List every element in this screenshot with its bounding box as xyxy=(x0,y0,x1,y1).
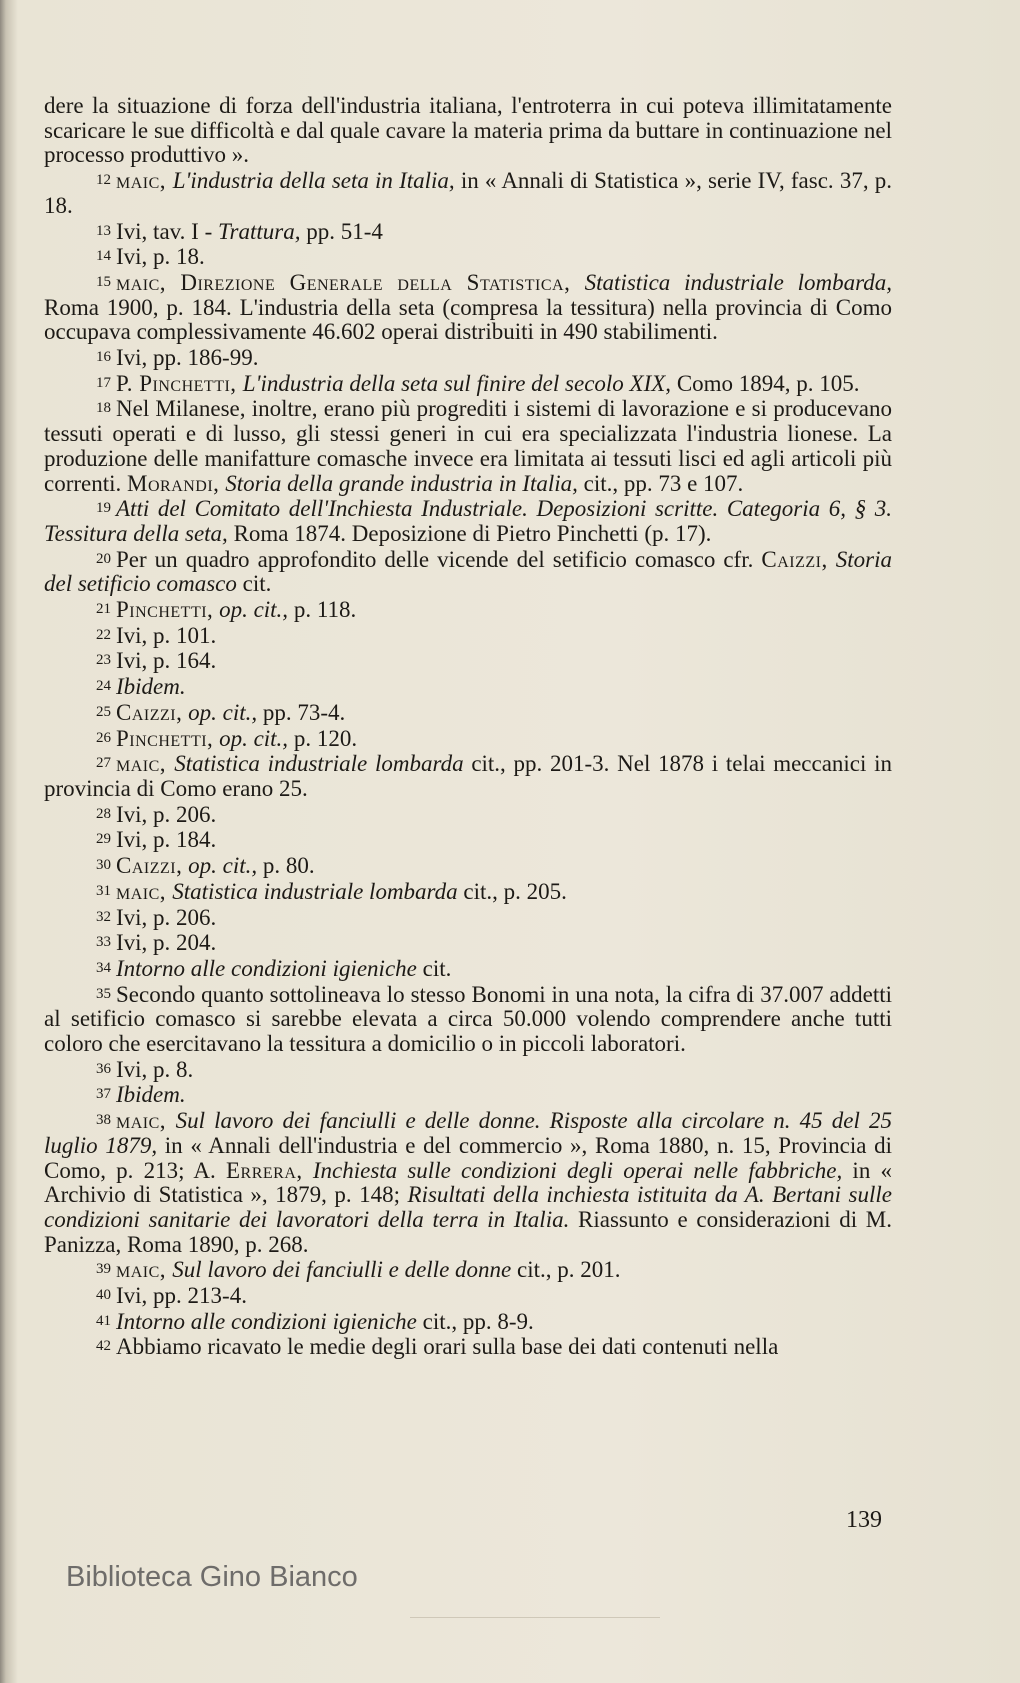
title-italic: op. cit., xyxy=(182,853,258,879)
citation: Ivi, p. 204. xyxy=(116,930,217,956)
note-number: 25 xyxy=(96,703,111,720)
footnote-25 xyxy=(44,700,892,726)
note-number: 13 xyxy=(96,222,111,239)
footnote-12 xyxy=(44,168,892,218)
title-italic: Sul lavoro dei fanciulli e delle donne xyxy=(172,1257,512,1283)
source-abbr: maic, xyxy=(116,878,173,904)
note-number: 33 xyxy=(96,934,111,951)
author: Pinchetti, xyxy=(116,725,214,751)
title-italic: Storia del setificio comasco xyxy=(44,546,892,597)
author: Pinchetti, xyxy=(116,597,214,623)
note-number: 22 xyxy=(96,626,111,643)
footnote-17 xyxy=(44,371,892,397)
footnote-27 xyxy=(44,751,892,801)
citation: Ivi, p. 206. xyxy=(116,904,217,930)
citation: cit., p. 201. xyxy=(511,1257,621,1283)
note-text: Per un quadro approfondito delle vicende del setificio comasco cfr. xyxy=(116,546,762,572)
note-number: 36 xyxy=(96,1060,111,1077)
footnote-42 xyxy=(44,1334,892,1360)
note-number: 18 xyxy=(96,400,111,417)
citation: p. 120. xyxy=(288,725,358,751)
title-italic: Storia della grande industria in Italia, xyxy=(219,470,578,496)
note-number: 40 xyxy=(96,1287,111,1304)
footnote-21 xyxy=(44,597,892,623)
author: Caizzi, xyxy=(761,546,828,572)
footnote-38 xyxy=(44,1108,892,1257)
note-number: 29 xyxy=(96,831,111,848)
title-italic: op. cit., xyxy=(213,597,289,623)
note-number: 24 xyxy=(96,678,111,695)
citation: Ivi, pp. 213-4. xyxy=(116,1283,247,1309)
note-number: 32 xyxy=(96,908,111,925)
note-number: 12 xyxy=(96,172,111,189)
citation: Ivi, p. 18. xyxy=(116,244,205,270)
citation: Ivi, p. 164. xyxy=(116,648,217,674)
note-number: 14 xyxy=(96,248,111,265)
note-number: 16 xyxy=(96,349,111,366)
note-number: 27 xyxy=(96,755,111,772)
citation: Riassunto e considerazioni di M. Panizza, Roma 1890, p. 268. xyxy=(44,1206,892,1257)
footnote-34 xyxy=(44,956,892,982)
citation: Ivi, p. 184. xyxy=(116,827,217,853)
title-italic: L'industria della seta sul finire del secolo XIX, xyxy=(242,370,672,396)
note-text: Secondo quanto sottolineava lo stesso Bonomi in una nota, la cifra di 37.007 addetti al setificio comasco si sarebbe elevata a circa 50.000 volendo comprendere anche tutti coloro che esercitavano la tessitura a domicilio o in piccoli laboratori. xyxy=(44,981,892,1057)
author: Errera, xyxy=(226,1157,303,1183)
footnote-15 xyxy=(44,270,892,345)
note-number: 34 xyxy=(96,959,111,976)
author: Morandi, xyxy=(127,470,220,496)
citation: in « Annali dell'industria e del commercio », Roma 1880, n. 15, Provincia di Como, p. 213; A. xyxy=(44,1132,892,1183)
source-abbr: maic, xyxy=(116,168,173,194)
citation: Ivi, p. 8. xyxy=(116,1056,194,1082)
note-number: 20 xyxy=(96,550,111,567)
citation: cit. xyxy=(236,571,272,597)
footnote-14 xyxy=(44,244,892,270)
footnote-23 xyxy=(44,648,892,674)
citation: in « Annali di Statistica », serie IV, fasc. 37, p. 18. xyxy=(44,168,892,218)
citation: Roma 1874. Deposizione di Pietro Pinchetti (p. 17). xyxy=(227,520,712,546)
title-italic: Intorno alle condizioni igieniche xyxy=(116,1308,417,1334)
author: P. Pinchetti, xyxy=(116,370,243,396)
footnote-16 xyxy=(44,345,892,371)
note-number: 19 xyxy=(96,500,111,517)
footnote-24 xyxy=(44,674,892,700)
citation: cit., pp. 8-9. xyxy=(416,1308,534,1334)
footnote-41 xyxy=(44,1309,892,1335)
footnote-13 xyxy=(44,219,892,245)
note-number: 30 xyxy=(96,857,111,874)
note-text: Abbiamo ricavato le medie degli orari sulla base dei dati contenuti nella xyxy=(116,1334,779,1360)
citation: in « Archivio di Statistica », 1879, p. 148; xyxy=(44,1157,893,1208)
note-text: Nel Milanese, inoltre, erano più progrediti i sistemi di lavorazione e si producevano tessuti operati e di lusso, gli stessi generi in cui era specializzata l'industria lionese. La produzione delle manifatture comasche invece era limitata ai tessuti lisci ed agli articoli più correnti. xyxy=(44,396,892,496)
source-abbr: maic, xyxy=(116,751,175,777)
footnote-18 xyxy=(44,396,892,496)
page-number: 139 xyxy=(846,1507,882,1533)
source-abbr: maic, xyxy=(116,1108,176,1134)
title-italic: Risultati della inchiesta istituita da A. Bertani sulle condizioni sanitarie dei lavoratori della terra in Italia. xyxy=(44,1182,892,1232)
title-italic: Sul lavoro dei fanciulli e delle donne. Risposte alla circolare n. 45 del 25 luglio 1879, xyxy=(44,1108,892,1158)
note-number: 21 xyxy=(96,601,111,618)
footnote-22 xyxy=(44,623,892,649)
divider xyxy=(410,1617,660,1618)
title-italic: Atti del Comitato dell'Inchiesta Industriale. Deposizioni scritte. Categoria 6, § 3. Tessitura della seta, xyxy=(44,496,892,546)
footnote-32 xyxy=(44,905,892,931)
title-italic: Statistica industriale lombarda, xyxy=(584,269,892,295)
citation: Como 1894, p. 105. xyxy=(671,370,860,396)
footnote-19 xyxy=(44,496,892,546)
footnote-20 xyxy=(44,547,892,597)
citation: p. 118. xyxy=(288,597,357,623)
citation: Ivi, pp. 186-99. xyxy=(116,345,259,371)
citation: cit., pp. 73 e 107. xyxy=(577,470,744,496)
footnote-36 xyxy=(44,1057,892,1083)
library-watermark: Biblioteca Gino Bianco xyxy=(66,1561,358,1593)
title-italic: Ibidem. xyxy=(116,674,186,700)
title-italic: Inchiesta sulle condizioni degli operai nelle fabbriche, xyxy=(302,1157,843,1183)
citation: pp. 51-4 xyxy=(300,218,383,244)
title-italic: Statistica industriale lombarda xyxy=(172,878,458,904)
note-number: 35 xyxy=(96,985,111,1002)
note-number: 39 xyxy=(96,1261,111,1278)
citation: Ivi, tav. I - xyxy=(116,218,218,244)
footnote-30 xyxy=(44,853,892,879)
title-italic: Intorno alle condizioni igieniche xyxy=(116,955,417,981)
citation: pp. 73-4. xyxy=(257,699,346,725)
title-italic: op. cit., xyxy=(182,699,258,725)
author: Caizzi, xyxy=(116,853,183,879)
footnote-26 xyxy=(44,726,892,752)
title-italic: Ibidem. xyxy=(116,1082,186,1108)
note-number: 17 xyxy=(96,374,111,391)
note-number: 31 xyxy=(96,882,111,899)
title-italic: Trattura, xyxy=(217,218,301,244)
footnote-31 xyxy=(44,879,892,905)
title-italic: L'industria della seta in Italia, xyxy=(172,168,455,194)
title-italic: op. cit., xyxy=(213,725,289,751)
author: Caizzi, xyxy=(116,699,183,725)
citation: Ivi, p. 101. xyxy=(116,622,217,648)
title-italic: Statistica industriale lombarda xyxy=(174,751,464,777)
citation: cit., p. 205. xyxy=(457,878,567,904)
note-number: 38 xyxy=(96,1112,111,1129)
footnote-35 xyxy=(44,982,892,1057)
note-number: 41 xyxy=(96,1312,111,1329)
footnotes-body xyxy=(44,94,892,1360)
citation: Roma 1900, p. 184. L'industria della seta (compresa la tessitura) nella provincia di Como occupava complessivamente 46.602 operai distribuiti in 490 stabilimenti. xyxy=(44,294,892,345)
note-number: 23 xyxy=(96,652,111,669)
source-abbr: maic, xyxy=(116,1257,173,1283)
citation: maic, Direzione Generale della Statistica, xyxy=(116,269,585,295)
footnote-40 xyxy=(44,1283,892,1309)
citation: cit., pp. 201-3. Nel 1878 i telai meccanici in provincia di Como erano 25. xyxy=(44,751,893,801)
footnote-29 xyxy=(44,827,892,853)
citation: cit. xyxy=(416,955,452,981)
note-number: 15 xyxy=(96,273,111,290)
footnote-33 xyxy=(44,930,892,956)
note-number: 42 xyxy=(96,1338,111,1355)
footnote-28 xyxy=(44,802,892,828)
citation: p. 80. xyxy=(257,853,315,879)
footnote-37 xyxy=(44,1082,892,1108)
continued-text: dere la situazione di forza dell'industria italiana, l'entroterra in cui poteva illimitatamente scaricare le sue difficoltà e dal quale cavare la materia prima da buttare in continuazione nel processo produttivo ». xyxy=(44,93,892,168)
citation: Ivi, p. 206. xyxy=(116,801,217,827)
note-number: 26 xyxy=(96,729,111,746)
note-number: 37 xyxy=(96,1086,111,1103)
footnote-39 xyxy=(44,1257,892,1283)
note-number: 28 xyxy=(96,805,111,822)
